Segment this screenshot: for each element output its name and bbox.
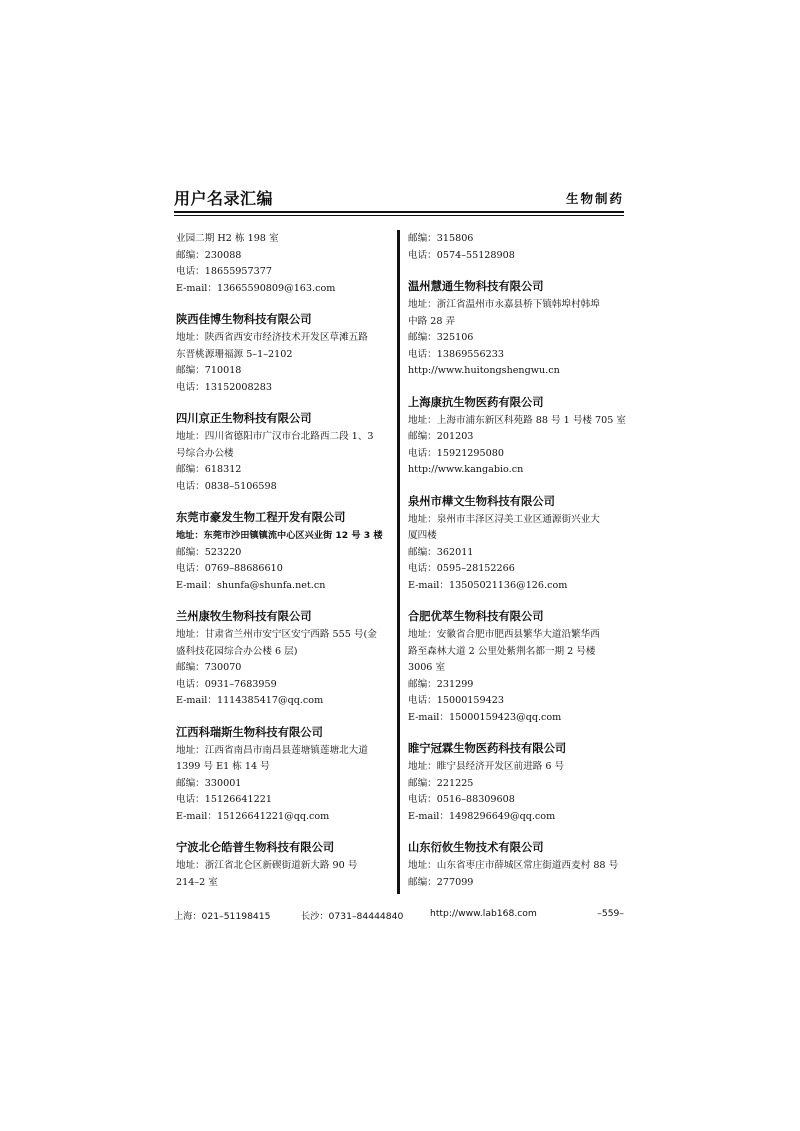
- company-entry: [176, 231, 396, 297]
- contact-line: 地址：上海市浦东新区科苑路 88 号 1 号楼 705 室: [408, 414, 627, 426]
- company-name: 睢宁冠霖生物医药科技有限公司: [408, 742, 567, 755]
- footer-url[interactable]: http://www.lab168.com: [430, 908, 537, 919]
- contact-line: 地址：浙江省温州市永嘉县桥下镇韩埠村韩埠: [408, 299, 600, 310]
- contact-link[interactable]: E-mail：1498296649@qq.com: [408, 810, 556, 822]
- contact-link[interactable]: http://www.huitongshengwu.cn: [408, 365, 560, 376]
- contact-line: 邮编：231299: [408, 678, 474, 690]
- company-name: 东莞市豪发生物工程开发有限公司: [176, 511, 346, 524]
- contact-link[interactable]: E-mail：15000159423@qq.com: [408, 711, 562, 723]
- contact-line: 邮编：618312: [176, 464, 242, 475]
- contact-line: 3006 室: [408, 662, 446, 673]
- contact-line: 214–2 室: [176, 876, 218, 888]
- page-footer: [174, 908, 624, 922]
- contact-line: 盛科技花园综合办公楼 6 层): [176, 645, 298, 657]
- company-entry: [408, 740, 628, 825]
- contact-line: 厦四楼: [408, 530, 437, 541]
- company-name: 上海康抗生物医药有限公司: [408, 395, 544, 409]
- contact-line: 电话：13869556233: [408, 348, 504, 360]
- company-name: 宁波北仑皓普生物科技有限公司: [176, 841, 335, 854]
- footer-changsha-phone: 长沙：0731–84444840: [301, 911, 404, 922]
- footer-shanghai-phone: 上海：021–51198415: [174, 911, 271, 922]
- section-title: 生物制药: [565, 191, 624, 206]
- contact-line: 地址：四川省德阳市广汉市台北路西二段 1、3: [176, 431, 374, 442]
- company-name: 四川京正生物科技有限公司: [176, 412, 312, 425]
- contact-link[interactable]: E-mail：shunfa@shunfa.net.cn: [176, 579, 326, 591]
- contact-line: 业园二期 H2 栋 198 室: [176, 233, 279, 244]
- contact-line: 电话：13152008283: [176, 381, 272, 393]
- contact-line: 电话：0838–5106598: [176, 480, 277, 492]
- header-rule-thin: [174, 215, 624, 216]
- contact-line: 中路 28 弄: [408, 315, 456, 327]
- contact-line: 电话：15000159423: [408, 695, 504, 706]
- contact-line: 电话：0769–88686610: [176, 563, 283, 574]
- company-name: 兰州康牧生物科技有限公司: [176, 610, 312, 623]
- company-entry: [176, 410, 396, 495]
- contact-line: 电话：0595–28152266: [408, 563, 515, 574]
- header-rule-thick: [174, 211, 624, 213]
- contact-line: 电话：15921295080: [408, 447, 504, 459]
- page-title: 用户名录汇编: [174, 189, 274, 208]
- contact-line: 邮编：362011: [408, 546, 474, 558]
- contact-line: 地址：山东省枣庄市薛城区常庄街道西麦村 88 号: [408, 860, 619, 871]
- contact-line: 邮编：330001: [176, 777, 242, 789]
- contact-line: 地址：泉州市丰泽区浔美工业区通源街兴业大: [408, 513, 600, 525]
- contact-line: 邮编：201203: [408, 431, 474, 442]
- contact-line: 地址：陕西省西安市经济技术开发区草滩五路: [176, 332, 368, 343]
- contact-line: 东晋桃源珊福源 5–1–2102: [176, 348, 293, 360]
- company-entry: [408, 231, 628, 264]
- contact-link[interactable]: E-mail：15126641221@qq.com: [176, 810, 330, 822]
- contact-line: 电话：15126641221: [176, 794, 272, 805]
- company-entry: [408, 493, 628, 595]
- contact-line: 地址：江西省南昌市南昌县莲塘镇莲塘北大道: [176, 744, 368, 756]
- page-number: –559–: [597, 908, 624, 919]
- company-entry: [408, 278, 628, 380]
- contact-line: 地址：东莞市沙田镇镇流中心区兴业街 12 号 3 楼: [176, 530, 383, 541]
- contact-line: 地址：浙江省北仑区新碶街道新大路 90 号: [176, 860, 358, 871]
- contact-line: 邮编：710018: [176, 365, 242, 376]
- company-name: 陕西佳博生物科技有限公司: [176, 313, 312, 326]
- contact-link[interactable]: http://www.kangabio.cn: [408, 464, 524, 475]
- contact-line: 邮编：221225: [408, 777, 474, 789]
- company-entry: [176, 724, 396, 826]
- contact-line: 地址：甘肃省兰州市安宁区安宁西路 555 号(金: [176, 629, 377, 640]
- contact-line: 1399 号 E1 栋 14 号: [176, 761, 270, 772]
- company-name: 温州慧通生物科技有限公司: [408, 280, 544, 293]
- page-header: [174, 186, 624, 210]
- column-divider: [397, 230, 400, 894]
- contact-link[interactable]: E-mail：13505021136@126.com: [408, 579, 568, 591]
- company-entry: [176, 509, 396, 594]
- company-entry: [176, 311, 396, 396]
- contact-line: 电话：0516–88309608: [408, 794, 515, 805]
- company-entry: [408, 394, 628, 479]
- company-entry: [176, 839, 396, 891]
- contact-line: 邮编：730070: [176, 662, 242, 673]
- contact-line: 邮编：523220: [176, 546, 242, 558]
- contact-line: 电话：0931–7683959: [176, 678, 277, 690]
- company-entry: [408, 608, 628, 726]
- left-column: [176, 231, 396, 905]
- right-column: [408, 231, 628, 905]
- company-name: 山东衍攸生物技术有限公司: [408, 841, 544, 854]
- contact-link[interactable]: E-mail：13665590809@163.com: [176, 282, 336, 294]
- contact-line: 路至森林大道 2 公里处紫荆名都一期 2 号楼: [408, 645, 596, 657]
- company-entry: [408, 839, 628, 891]
- contact-line: 号综合办公楼: [176, 447, 234, 459]
- contact-line: 电话：0574–55128908: [408, 249, 515, 261]
- contact-line: 邮编：277099: [408, 876, 474, 888]
- company-name: 合肥优萃生物科技有限公司: [408, 610, 544, 623]
- contact-line: 地址：睢宁县经济开发区前进路 6 号: [408, 761, 565, 772]
- contact-line: 邮编：315806: [408, 233, 474, 244]
- contact-line: 电话：18655957377: [176, 266, 272, 277]
- contact-line: 邮编：325106: [408, 332, 474, 343]
- contact-line: 地址：安徽省合肥市肥西县繁华大道沿繁华西: [408, 629, 600, 640]
- contact-line: 邮编：230088: [176, 249, 242, 261]
- contact-link[interactable]: E-mail：1114385417@qq.com: [176, 695, 324, 706]
- company-entry: [176, 608, 396, 710]
- company-name: 江西科瑞斯生物科技有限公司: [176, 725, 323, 739]
- company-name: 泉州市樺文生物科技有限公司: [408, 494, 555, 508]
